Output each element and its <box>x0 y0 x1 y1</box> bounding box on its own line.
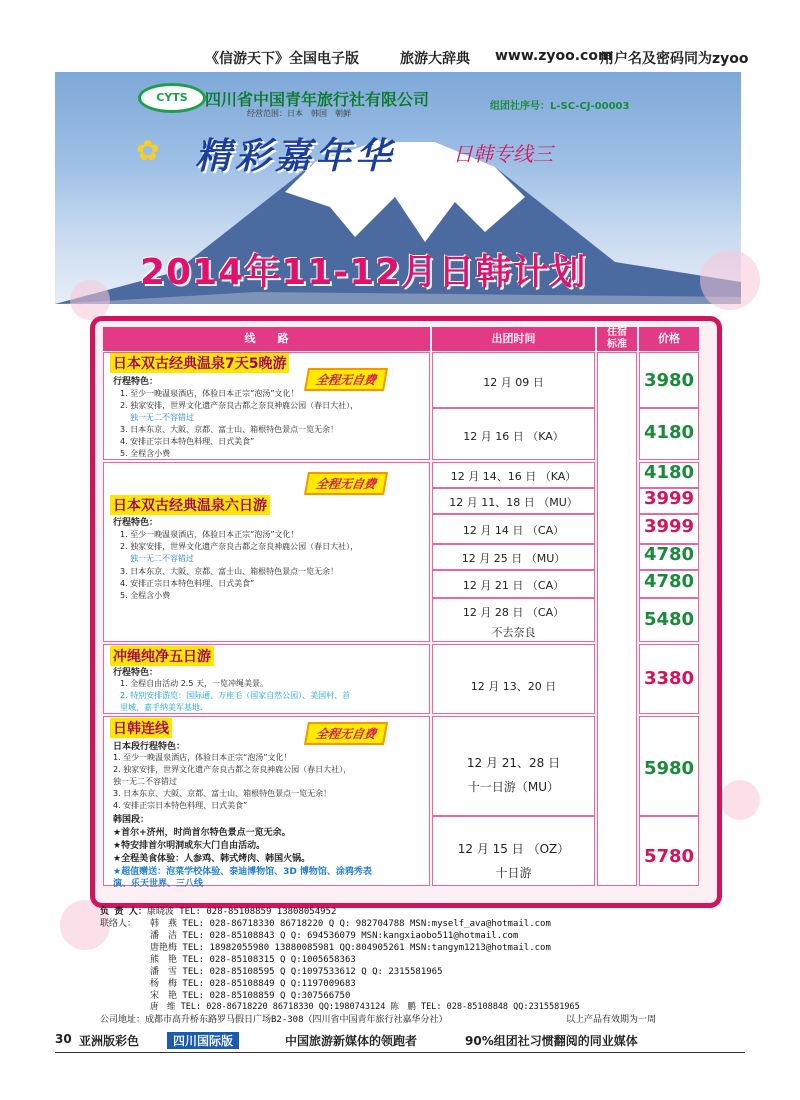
feature-item: 独一无二不容错过 <box>130 413 194 422</box>
korea-label: 韩国段： <box>113 815 150 825</box>
price-value: 5480 <box>643 609 695 630</box>
contact-line: 熊 艳 TEL: 028-85108315 Q Q:1005658363 <box>150 955 356 965</box>
feature-item: 4. 安排正宗日本特色料理、日式美食” <box>113 801 248 810</box>
page-number: 30 <box>55 1032 72 1046</box>
feature-item: 1. 至少一晚温泉酒店，体验日本正宗“泡汤”文化！ <box>120 530 299 539</box>
main-title: 精彩嘉年华 <box>195 136 396 177</box>
page-footer <box>55 1032 745 1050</box>
price-value: 3980 <box>643 370 695 391</box>
departure-date: 12 月 15 日 （OZ） <box>457 842 570 856</box>
departure-date: 12 月 09 日 <box>483 376 544 389</box>
feature-item: 2. 独家安排，世界文化遗产奈良古都之奈良神鹿公园（春日大社）， <box>120 542 359 551</box>
price-value: 3999 <box>643 516 695 537</box>
feature-item: 5. 全程含小费 <box>120 449 171 458</box>
blossom-decoration <box>70 280 110 320</box>
feature-item: 1. 全程自由活动 2.5 天，一览冲绳美景。 <box>120 679 268 688</box>
feature-item: 2. 特别安排游览：国际通、万座毛（国家自然公园）、美国村、首 <box>120 691 351 700</box>
header-standard-bottom: 标准 <box>607 339 627 350</box>
blossom-decoration <box>700 250 760 310</box>
contact-line: 宋 艳 TEL: 028-85108859 Q Q:307566750 <box>150 991 351 1001</box>
feature-item: 4. 安排正宗日本特色料理、日式美食” <box>120 437 255 446</box>
contact-line: 唐 维 TEL: 028-86718220 86718330 QQ:1980743124 陈 鹏 TEL: 028-85108848 QQ:2315581965 <box>150 1002 580 1012</box>
korea-item: 演、乐天世界、三八线 <box>113 879 204 889</box>
feature-item: 3. 日本东京、大阪、京都、富士山、箱根特色景点一览无余！ <box>120 425 339 434</box>
edition-brand: 亚洲版彩色 <box>79 1034 140 1048</box>
sub-title: 日韩专线三 <box>453 142 553 166</box>
plan-title: 2014年11-12月日韩计划 <box>140 252 587 293</box>
route-title: 冲绳纯净五日游 <box>110 646 214 666</box>
no-extra-fee-badge: 全程无自费 <box>304 472 388 495</box>
departure-note: 十日游 <box>495 866 532 880</box>
website-link[interactable]: www.zyoo.com <box>495 48 613 64</box>
feature-item: 4. 安排正宗日本特色料理、日式美食” <box>120 579 255 588</box>
price-value: 5780 <box>643 846 695 867</box>
header-route: 线 路 <box>103 327 430 351</box>
feature-item: 1. 至少一晚温泉酒店，体验日本正宗“泡汤”文化！ <box>113 753 292 762</box>
manager-label: 负 责 人： <box>100 907 147 917</box>
contact-line: 潘 洁 TEL: 028-85108843 Q Q: 694536079 MSN:kangxiaobo511@hotmail.com <box>150 931 519 941</box>
feature-item: 2. 独家安排，世界文化遗产奈良古都之奈良神鹿公园（春日大社）， <box>113 765 352 774</box>
contact-staff-label: 联络人： <box>100 919 137 929</box>
price-value: 3999 <box>643 488 695 509</box>
features-label: 行程特色： <box>113 518 159 528</box>
slogan-one: 中国旅游新媒体的领跑者 <box>285 1034 418 1048</box>
no-extra-fee-badge: 全程无自费 <box>304 368 388 391</box>
price-value: 5980 <box>643 758 695 779</box>
price-value: 4780 <box>643 544 695 565</box>
feature-item: 5. 全程含小费 <box>120 591 171 600</box>
manager-info: 康晓波 TEL: 028-85108859 13808054952 <box>146 907 337 917</box>
price-value: 3380 <box>643 668 695 689</box>
departure-date: 12 月 11、18 日 （MU） <box>449 496 578 509</box>
features-label: 日本段行程特色： <box>113 742 186 752</box>
features-label: 行程特色： <box>113 668 159 678</box>
contact-line: 韩 燕 TEL: 028-86718330 86718220 Q Q: 982704788 MSN:myself_ava@hotmail.com <box>150 919 551 929</box>
standard-column <box>597 352 637 886</box>
dictionary-label: 旅游大辞典 <box>400 51 470 67</box>
features-label: 行程特色： <box>113 377 159 387</box>
price-value: 4180 <box>643 462 695 483</box>
blossom-decoration <box>720 780 760 820</box>
top-banner <box>0 48 800 70</box>
price-value: 4780 <box>643 571 695 592</box>
validity-note: 以上产品有效期为一周 <box>566 1015 657 1025</box>
departure-date: 12 月 25 日 （MU） <box>461 552 566 565</box>
feature-item: 3. 日本东京、大阪、京都、富士山、箱根特色景点一览无余！ <box>120 567 339 576</box>
flower-icon: ✿ <box>136 134 160 167</box>
feature-item: 独一无二不容错过 <box>130 554 194 563</box>
header-standard <box>597 327 637 351</box>
route-title: 日韩连线 <box>110 718 172 738</box>
route-title: 日本双古经典温泉7天5晚游 <box>110 353 289 373</box>
feature-item: 3. 日本东京、大阪、京都、富士山、箱根特色景点一览无余！ <box>113 789 332 798</box>
header-price: 价格 <box>639 327 699 351</box>
departure-note: 不去奈良 <box>491 626 536 639</box>
departure-date: 12 月 14 日 （CA） <box>462 524 565 537</box>
korea-item: ★超值赠送：泡菜学校体验、泰迪博物馆、3D 博物馆、涂鸦秀表 <box>113 867 372 877</box>
header-date: 出团时间 <box>432 327 595 351</box>
departure-date: 12 月 21、28 日 <box>466 756 561 770</box>
departure-date: 12 月 16 日 （KA） <box>463 430 564 443</box>
departure-date: 12 月 21 日 （CA） <box>462 579 565 592</box>
company-address: 公司地址：成都市高升桥东路罗马假日广场B2-308（四川省中国青年旅行社嘉华分社） <box>100 1015 448 1025</box>
header-standard-top: 住宿 <box>607 327 627 338</box>
korea-item: ★首尔+济州，时尚首尔特色景点一览无余。 <box>113 828 291 838</box>
korea-item: ★特安排首尔明洞或东大门自由活动。 <box>113 841 266 851</box>
footer-divider <box>55 1052 745 1053</box>
departure-date: 12 月 28 日 （CA） <box>462 606 565 619</box>
feature-item: 独一无二不容错过 <box>113 777 177 786</box>
contact-line: 杨 梅 TEL: 028-85108849 Q Q:1197009683 <box>150 979 356 989</box>
route-title: 日本双古经典温泉六日游 <box>110 495 270 515</box>
company-logo: CYTS <box>138 83 206 113</box>
feature-item: 2. 独家安排，世界文化遗产奈良古都之奈良神鹿公园（春日大社）， <box>120 401 359 410</box>
departure-date: 12 月 13、20 日 <box>470 680 557 693</box>
departure-note: 十一日游（MU） <box>467 780 560 794</box>
business-scope: 经营范围：日本 韩国 朝鲜 <box>247 109 351 118</box>
account-note: 用户名及密码同为zyoo <box>600 51 749 67</box>
contact-line: 潘 雪 TEL: 028-85108595 Q Q:1097533612 Q Q: 2315581965 <box>150 967 443 977</box>
feature-item: 里城、嘉手纳美军基地. <box>120 703 203 712</box>
publication-title: 《信游天下》全国电子版 <box>205 51 359 67</box>
edition-tag: 四川国际版 <box>167 1032 239 1049</box>
slogan-two: 90%组团社习惯翻阅的同业媒体 <box>465 1034 638 1048</box>
contact-line: 唐艳梅 TEL: 18982055980 13880085981 QQ:804905261 MSN:tangym1213@hotmail.com <box>150 943 551 953</box>
company-name: 四川省中国青年旅行社有限公司 <box>205 90 430 109</box>
korea-item: ★全程美食体验：人参鸡、韩式烤肉、韩国火锅。 <box>113 854 311 864</box>
license-number: 组团社序号：L-SC-CJ-00003 <box>490 101 630 112</box>
feature-item: 1. 至少一晚温泉酒店，体验日本正宗“泡汤”文化！ <box>120 389 299 398</box>
no-extra-fee-badge: 全程无自费 <box>304 722 388 745</box>
departure-date: 12 月 14、16 日 （KA） <box>450 470 577 483</box>
price-value: 4180 <box>643 422 695 443</box>
